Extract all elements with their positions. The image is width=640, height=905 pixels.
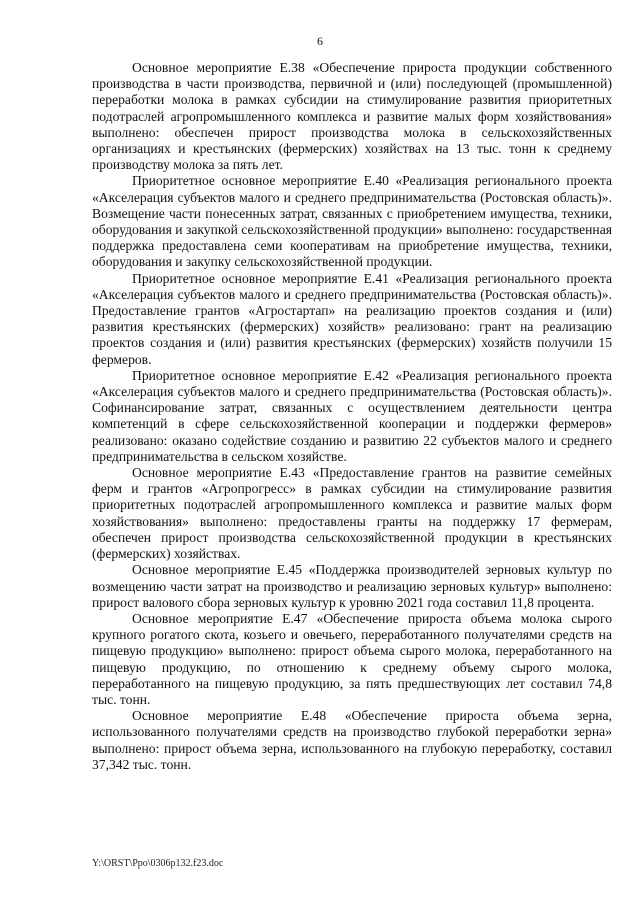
footer-file-path: Y:\ORST\Ppo\0306p132.f23.doc — [92, 858, 224, 869]
paragraph-e42: Приоритетное основное мероприятие Е.42 «Реализация регионального проекта «Акселерация субъектов малого и среднего предпринимательства (Ростовская область)». Софинансирование затрат, связанных с осуществлением деятельности центра компетенций в сфере сельскохозяйственной кооперации и поддержки фермеров» реализовано: оказано содействие созданию и развитию 22 субъектов малого и среднего предпринимательства в сельском хозяйстве. — [92, 367, 612, 464]
paragraph-e38: Основное мероприятие Е.38 «Обеспечение прироста продукции собственного производства в части производства, первичной и (или) последующей (промышленной) переработки молока в рамках субсидии на стимулирование развития приоритетных подотраслей агропромышленного комплекса и развитие малых форм хозяйствования» выполнено: обеспечен прирост производства молока в сельскохозяйственных организациях и крестьянских (фермерских) хозяйствах на 13 тыс. тонн к среднему производству молока за пять лет. — [92, 60, 612, 173]
paragraph-e41: Приоритетное основное мероприятие Е.41 «Реализация регионального проекта «Акселерация субъектов малого и среднего предпринимательства (Ростовская область)». Предоставление грантов «Агростартап» на реализацию проектов создания и (или) развития крестьянских (фермерских) хозяйств» реализовано: грант на реализацию проектов создания и (или) развития крестьянских (фермерских) хозяйств получили 15 фермеров. — [92, 270, 612, 367]
paragraph-e48: Основное мероприятие Е.48 «Обеспечение прироста объема зерна, использованного получателями средств на производство глубокой переработки зерна» выполнено: прирост объема зерна, использованного на глубокую переработку, составил 37,342 тыс. тонн. — [92, 708, 612, 772]
paragraph-e47: Основное мероприятие Е.47 «Обеспечение прироста объема молока сырого крупного рогатого скота, козьего и овечьего, переработанного получателями средств на пищевую продукцию» выполнено: прирост объема сырого молока, переработанного на пищевую продукцию, по отношению к среднему объему сырого молока, переработанного на пищевую продукцию, за пять предшествующих лет составил 74,8 тыс. тонн. — [92, 610, 612, 707]
page-number: 6 — [317, 34, 323, 48]
document-body — [92, 60, 612, 773]
paragraph-e40: Приоритетное основное мероприятие Е.40 «Реализация регионального проекта «Акселерация субъектов малого и среднего предпринимательства (Ростовская область)». Возмещение части понесенных затрат, связанных с приобретением имущества, техники, оборудования и закупкой сельскохозяйственной продукции» выполнено: государственная поддержка предоставлена семи кооперативам на приобретение имущества, техники, оборудования и закупку сельскохозяйственной продукции. — [92, 173, 612, 270]
paragraph-e43: Основное мероприятие Е.43 «Предоставление грантов на развитие семейных ферм и грантов «Агропрогресс» в рамках субсидии на стимулирование развития приоритетных подотраслей агропромышленного комплекса и развитие малых форм хозяйствования» выполнено: предоставлены гранты на поддержку 17 фермерам, обеспечен прирост производства сельскохозяйственной продукции в крестьянских (фермерских) хозяйствах. — [92, 465, 612, 562]
paragraph-e45: Основное мероприятие Е.45 «Поддержка производителей зерновых культур по возмещению части затрат на производство и реализацию зерновых культур» выполнено: прирост валового сбора зерновых культур к уровню 2021 года составил 11,8 процента. — [92, 562, 612, 610]
